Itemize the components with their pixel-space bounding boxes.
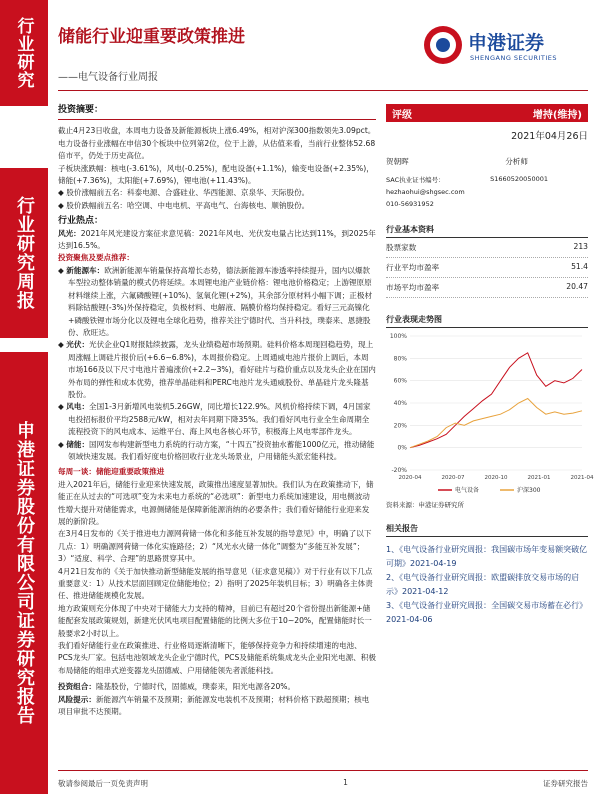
- pv-item: ◆ 光伏：光伏企业Q1财报陆续披露，龙头业绩稳超市场预期。硅料价格本周现回稳趋势，现上周涨幅上调硅片报价后(+6.6~6.8%)，本周报价稳定。上周通威电池片报价上调后，本周市场166及以下尺寸电池片普遍涨价(+2.2~3%)，看好硅片与稳价重点以及龙头企业在国内外布局的弹性和成本优势，推荐单晶硅料和PERC电池片龙头通威股份、单晶硅片龙头隆基股份。: [58, 340, 376, 399]
- y-tick-label: 80%: [393, 355, 407, 363]
- weekly-paragraph-3: 4月21日发布的《关于加快推动新型储能发展的指导意见（征求意见稿）》对于行业有以下几点重要意义：1）从技术层面回顾定位储能地位；2）指明了2025年装机目标；3）明确各主体责任、推进储能规模化发展。: [58, 566, 373, 601]
- basics-row: 行业平均市盈率 51.4: [386, 258, 588, 278]
- basics-heading: 行业基本资料: [386, 224, 588, 238]
- hot-heading: 行业热点：: [58, 216, 104, 227]
- weekly-paragraph-4: 地方政策则充分体现了中央对于储能大力支持的精神，目前已有超过20个省份提出新能源+储能配套发展政策规划，新建光伏风电项目配置储能的比例大多位于10~20%，配置储能时长一般要求2小时以上。: [58, 603, 372, 638]
- series-line: [410, 399, 582, 448]
- footer-label: 证券研究报告: [543, 779, 588, 788]
- report-subtitle: ——电气设备行业周报: [58, 72, 158, 83]
- side-label-bottom: 申港证券股份有限公司证券研究报告: [0, 352, 48, 794]
- company-logo: [424, 22, 584, 70]
- rating-label: 评级: [392, 109, 412, 121]
- footer: [58, 778, 588, 789]
- wind-item: ◆ 风电：全国1-3月新增风电装机5.26GW，同比增长122.9%。风机价格持续下调，4月国家电投招标报价平均2588元/kW，相对去年同期下降35%。我们看好风电行业全生命周期全流程投资下的风电成本、运维平台、海上风电各核心环节，积极海上风电零部件龙头。: [58, 402, 371, 437]
- summary-heading: 投资摘要：: [58, 105, 104, 115]
- x-tick-label: 2021-01: [527, 475, 551, 481]
- storage-item: ◆ 储能：国网发布构建新型电力系统的行动方案，“十四五”投资抽水蓄能1000亿元，推动储能领域快速发展。我们看好度电价格回收行业龙头场景业，户用储能头派宏能科技。: [58, 439, 375, 461]
- performance-chart: [386, 328, 594, 496]
- side-bar: [0, 0, 48, 800]
- x-tick-label: 2020-04: [398, 475, 422, 481]
- page-number: 1: [343, 778, 348, 787]
- y-tick-label: -20%: [391, 467, 407, 474]
- portfolio-line: 投资组合：隆基股份，宁德时代，固德威，璞泰来，阳光电源各20%。: [58, 682, 296, 692]
- weekly-paragraph-1: 进入2021年后，储能行业迎来快速发展，政策推出速度显著加快。我们认为在政策推动下，储能正在从过去的“可选项”变为未来电力系统的“必选项”：新型电力系统加速建设，用电侧波动性增大提升对储能需求，电源侧储能是保障新能源消纳的必要条件；我们看好储能行业迎来发展的新阶段。: [58, 479, 374, 526]
- footer-rule: [58, 770, 588, 771]
- y-tick-label: 20%: [393, 422, 407, 430]
- summary-paragraph: 截止4月23日收盘，本周电力设备及新能源板块上涨6.49%，相对沪深300指数领先3.09pct。电力设备行业涨幅在申信30个板块中位列第2位，位于上游，从估值来看，当前行业整体52.68倍市平，仍处于历史高位。: [58, 126, 376, 161]
- wind-solar-item: 风光：2021年风光建设方案征求意见稿：2021年风电、光伏发电量占比达到11%，到2025年达到16.5%。: [58, 228, 376, 251]
- related-report[interactable]: 1、《电气设备行业研究周报：我国碳市场年变易额突破亿可期》2021-04-19: [386, 545, 588, 568]
- losers-line: ◆ 股价跌幅前五名：哈空调、中电电机、平高电气、台海核电、顺钠股份。: [58, 200, 310, 210]
- related-report[interactable]: 2、《电气设备行业研究周报：欧盟碳排放交易市场的启示》2021-04-12: [386, 573, 580, 596]
- subsector-paragraph: 子板块涨跌幅：核电(-3.61%)，风电(-0.25%)，配电设备(+1.1%)，输变电设备(+2.35%)，储能(+7.36%)，太阳能(+7.69%)，锂电池(+11.43%)。: [58, 163, 374, 186]
- report-date: 2021年04月26日: [511, 131, 588, 142]
- related-heading: 相关报告: [386, 523, 588, 537]
- report-title: 储能行业迎重要政策推进: [58, 27, 245, 47]
- legend-label: 电气设备: [455, 487, 480, 494]
- basics-table: [386, 238, 588, 298]
- chart-heading: 行业表现走势图: [386, 314, 588, 328]
- analyst-row: [386, 156, 588, 167]
- y-tick-label: 60%: [393, 377, 407, 385]
- logo-mark-icon: [424, 26, 462, 64]
- x-tick-label: 2020-07: [441, 475, 465, 481]
- chart-source: 资料来源：申港证券研究所: [386, 501, 464, 509]
- basics-row: 市场平均市盈率 20.47: [386, 278, 588, 298]
- risk-line: 风险提示：新能源汽车销量不及预期；新能源发电装机不及预期；材料价格下跌超预期；核电项目审批不达预期。: [58, 694, 370, 717]
- weekly-heading: 每周一谈：储能迎重要政策推进: [58, 467, 165, 477]
- logo-name: 申港证券: [468, 32, 545, 54]
- x-tick-label: 2020-10: [484, 475, 508, 481]
- weekly-paragraph-5: 我们看好储能行业在政策推进、行业格局逐渐清晰下，能够保持竞争力和持续增速的电池、PCS龙头厂家。包括电池领域龙头企业宁德时代，PCS及储能系统集成龙头企业阳光电源、积极布局储能的组串式逆变器龙头固德威、户用储能领先者派能科技。: [58, 641, 376, 675]
- side-label-top: 行业研究: [0, 0, 48, 106]
- footer-disclaimer: 敬请参阅最后一页免责声明: [58, 779, 148, 788]
- divider: [58, 119, 376, 120]
- analyst-email[interactable]: hezhaohui@shgsec.com: [386, 188, 465, 196]
- rating-bar: [386, 104, 588, 122]
- side-label-mid: 行业研究周报: [0, 168, 48, 338]
- header-rule: [58, 90, 588, 91]
- related-list: [386, 543, 588, 627]
- y-tick-label: 0%: [397, 444, 407, 452]
- main-column: [58, 104, 376, 719]
- focus-heading: 投资聚焦及要点推荐：: [58, 253, 134, 263]
- y-tick-label: 40%: [393, 400, 407, 407]
- y-tick-label: 100%: [389, 333, 407, 340]
- analyst-name: 贺朝晖: [386, 157, 409, 166]
- rating-value: 增持(维持): [532, 109, 582, 121]
- analyst-role: 分析师: [505, 157, 528, 166]
- analyst-phone: 010-56931952: [386, 200, 434, 208]
- series-line: [410, 353, 582, 448]
- gainers-line: ◆ 股价涨幅前五名：科泰电源、合盛硅业、华西能源、京泉华、天际股份。: [58, 188, 310, 198]
- ev-item: ◆ 新能源车：欧洲新能源车销量保持高增长态势，德法新能源车渗透率持续提升，国内以爆款车型拉动整体销量的模式仍将延续。本周锂电池产业链价格：锂电池价格稳定；上游锂原原材料继续上涨，六氟磷酸锂(+10%)、氢氧化锂(+2%)，其余部分原材料小幅下调；正极材料除钴酸锂(-3%)外保持稳定，负极材料、电解液、隔膜价格均保持稳定。看好三元高镍化+磷酸铁锂市场分化以及锂电全球化趋势，推荐关注宁德时代、当升科技，璞泰来、恩捷股份、欣旺达。: [58, 265, 373, 337]
- x-tick-label: 2021-04: [570, 475, 594, 481]
- basics-row: 股票家数 213: [386, 238, 588, 258]
- related-report[interactable]: 3、《电气设备行业研究周报：全国碳交易市场蓄在必行》2021-04-06: [386, 601, 588, 624]
- sac-row: SAC执业证书编号： S1660520050001: [386, 175, 548, 184]
- legend-label: 沪深300: [517, 487, 541, 494]
- weekly-paragraph-2: 在3月4日发布的《关于推进电力源网荷储一体化和多能互补发展的指导意见》中，明确了以下几点：1）明确源网荷储一体化实施路径；2）“风光水火储一体化”调整为“多能互补发展”；3）“适度、科学、合理”的思路贯穿其中。: [58, 529, 372, 564]
- logo-name-en: SHENGANG SECURITIES: [470, 54, 558, 62]
- side-column: [386, 104, 594, 627]
